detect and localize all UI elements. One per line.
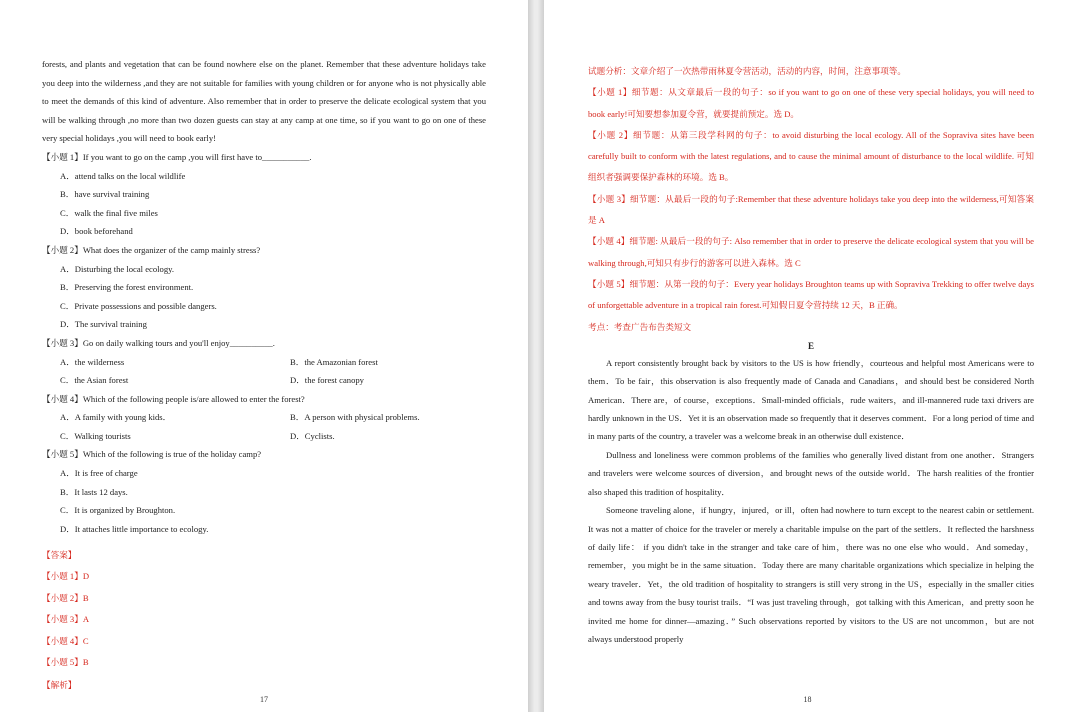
option: D．book beforehand — [60, 226, 133, 237]
question-stem: 【小题 3】Go on daily walking tours and you'll enjoy__________. — [42, 337, 275, 348]
page-right — [544, 0, 1071, 712]
page-gutter — [528, 0, 544, 712]
answer-title: 【答案】 — [42, 550, 77, 561]
option: A．It is free of charge — [60, 468, 138, 479]
answer-block — [42, 544, 486, 696]
option: C．walk the final five miles — [60, 207, 158, 218]
analysis-item: 【小题 5】细节题：从第一段的句子：Every year holidays Broughton teams up with Sopraviva Trekking to offer twelve days of unforgettable adventure in a tropical rain forest.可知假日夏令营持续 12 天，B 正确。 — [588, 278, 1034, 311]
option: B．the Amazonian forest — [290, 356, 378, 367]
right-content — [588, 61, 1034, 648]
question-3 — [42, 334, 486, 390]
passage-paragraph: A report consistently brought back by visitors to the US is how friendly，courteous and helpful most Americans were to them．To be fair，this observation is also frequently made of Canada and Canadians，and should best be considered North American．There are，of course，exceptions．Small-minded officials，rude waiters，and ill-mannered rude taxi drivers are hardly unknown in the US．Yet it is an observation made so frequently that it deserves comment．For a long period of time and in many parts of the country, a traveler was a welcome break in an otherwise dull existence． — [588, 357, 1034, 442]
option: D．Cyclists. — [290, 430, 335, 441]
option: A．the wilderness — [60, 356, 125, 367]
option: C．Walking tourists — [60, 430, 131, 441]
question-stem: 【小题 1】If you want to go on the camp ,you will first have to___________. — [42, 151, 312, 162]
section-heading: E — [807, 340, 814, 351]
option: B．A person with physical problems. — [290, 412, 420, 423]
question-stem: 【小题 4】Which of the following people is/are allowed to enter the forest? — [42, 393, 305, 404]
question-stem: 【小题 2】What does the organizer of the camp mainly stress? — [42, 244, 261, 255]
passage-paragraph: Dullness and loneliness were common problems of the families who generally lived distant from one another．Strangers and travelers were welcome sources of diversion，and brought news of the outside world．The harsh realities of the frontier also shaped this tradition of hospitality． — [588, 449, 1034, 497]
option: A．Disturbing the local ecology. — [60, 263, 175, 274]
answer-item: 【小题 4】C — [42, 635, 89, 646]
passage-end: forests, and plants and vegetation that can be found nowhere else on the planet. Remember that these adventure holidays take you deep into the wilderness ,and they are not suitable for families with young children or for anyone who is not physically able to meet the demands of this kind of adventure. Also remember that in order to preserve the delicate ecological system that you will be walking through ,no more than two dozen guests can stay at any camp at one time, so if you want to go on one of these very special holidays ,you will need to book early! — [42, 59, 486, 144]
question-1 — [42, 148, 486, 241]
question-5 — [42, 445, 486, 538]
option: D．The survival training — [60, 319, 147, 330]
answer-item: 【小题 1】D — [42, 571, 90, 582]
answer-item: 【小题 3】A — [42, 614, 90, 625]
page-number: 17 — [260, 695, 268, 704]
answer-item: 【小题 5】B — [42, 657, 89, 668]
question-stem: 【小题 5】Which of the following is true of the holiday camp? — [42, 449, 262, 460]
option: D．the forest canopy — [290, 375, 364, 386]
left-content — [42, 55, 486, 696]
option: C．It is organized by Broughton. — [60, 505, 176, 516]
question-2 — [42, 241, 486, 334]
page-left — [0, 0, 528, 712]
passage-paragraph: Someone traveling alone，if hungry，injured，or ill，often had nowhere to turn except to the nearest cabin or settlement. It was not a matter of choice for the traveler or merely a charitable impulse on the part of the settlers．It reflected the harshness of daily life： if you didn't take in the stranger and take care of him，there was no one else who would．And someday，remember，you might be in the same situation．Today there are many charitable organizations which specialize in helping the weary traveler．Yet，the old tradition of hospitality to strangers is still very strong in the US，especially in the smaller cities and towns away from the busy tourist trails．“I was just traveling through，got talking with this American，and pretty soon he invited me home for dinner—amazing．” Such observations reported by visitors to the US are not uncommon，but are not always understood properly — [588, 505, 1034, 644]
analysis-item: 【小题 2】细节题：从第三段学科网的句子：to avoid disturbing the local ecology. All of the Sopraviva sites have been carefully built to conform with the latest regulations, and to cause the minimal amount of disturbance to the local wildlife. 可知组织者强调要保护森林的环境。选 B。 — [588, 129, 1034, 183]
answer-item: 【小题 2】B — [42, 592, 89, 603]
option: D．It attaches little importance to ecology. — [60, 523, 209, 534]
analysis-title: 【解析】 — [42, 679, 77, 690]
option: B．Preserving the forest environment. — [60, 282, 194, 293]
option: A．attend talks on the local wildlife — [60, 170, 186, 181]
analysis-item: 【小题 4】细节题: 从最后一段的句子: Also remember that in order to preserve the delicate ecological system that you will be walking through,可知只有步行的游客可以进入森林。选 C — [588, 236, 1034, 268]
analysis-summary: 试题分析：文章介绍了一次热带雨林夏令营活动，活动的内容，时间，注意事项等。 — [588, 66, 906, 76]
analysis-item: 【小题 3】细节题：从最后一段的句子:Remember that these adventure holidays take you deep into the wilderness,可知答案是 A — [588, 193, 1034, 226]
option: A．A family with young kids． — [60, 412, 172, 423]
page-number: 18 — [803, 695, 812, 704]
analysis-topic: 考点：考查广告布告类短文 — [588, 321, 692, 332]
option: C．the Asian forest — [60, 375, 129, 386]
analysis-item: 【小题 1】细节题：从文章最后一段的句子：so if you want to go on one of these very special holidays, you will need to book early!可知要想参加夏令营，就要提前预定。选 D。 — [588, 87, 1034, 119]
option: C．Private possessions and possible dangers. — [60, 300, 217, 311]
option: B．have survival training — [60, 189, 150, 200]
option: B．It lasts 12 days. — [60, 486, 128, 497]
question-4 — [42, 390, 486, 446]
